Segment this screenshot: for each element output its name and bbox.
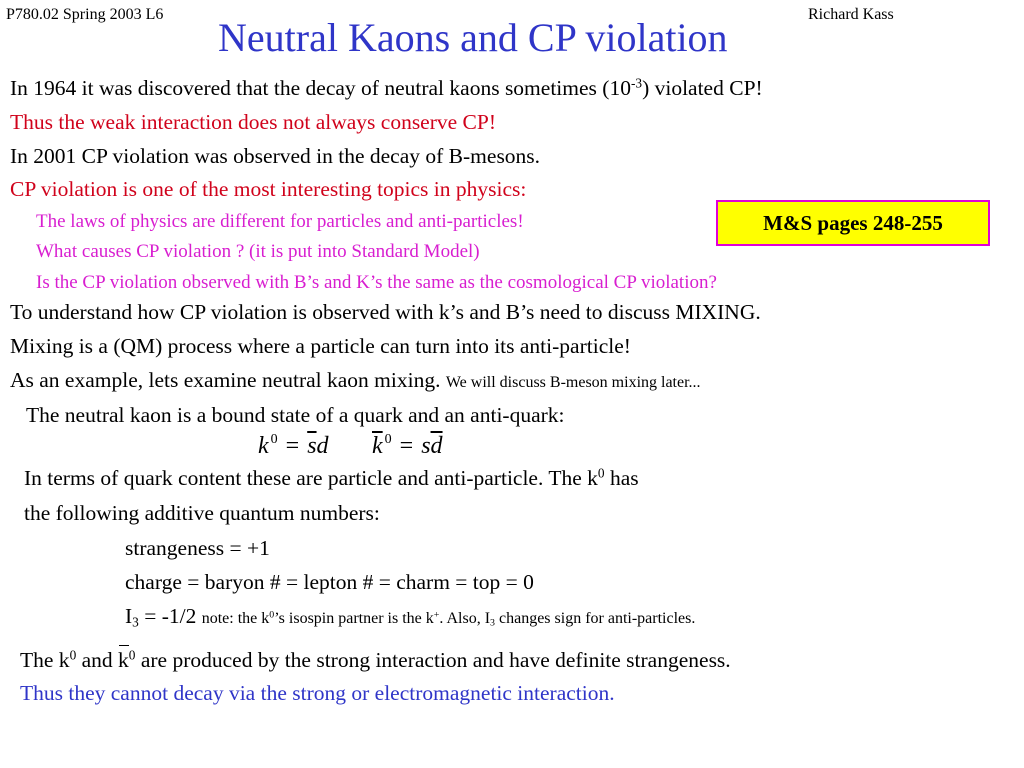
isospin-line: $I_3 = -1/2$ note: the $k^0’s$ isospin partner is the k+. Also, $I_3$ changes sign for anti-particles. bbox=[125, 604, 696, 630]
bound-state-text: The neutral kaon is a bound state of a quark and an anti-quark: bbox=[26, 403, 565, 427]
slide-title: Neutral Kaons and CP violation bbox=[218, 15, 728, 60]
reference-box bbox=[716, 200, 990, 246]
reference-text: M&S pages 248-255 bbox=[763, 210, 943, 235]
mixing-line-2: Mixing is a (QM) process where a particle can turn into its anti-particle! bbox=[10, 334, 631, 358]
intro-line-3: In 2001 CP violation was observed in the decay of B-mesons. bbox=[10, 144, 541, 168]
conclusion-line-1: The $k^0$ and $k^0$ are produced by the strong interaction and have definite strangeness. bbox=[20, 647, 731, 672]
quantum-line-1: In terms of quark content these are particle and anti-particle. The $k^0$ has bbox=[24, 465, 639, 490]
topic-item: What causes CP violation ? (it is put into Standard Model) bbox=[36, 241, 480, 262]
topic-item: The laws of physics are different for particles and anti-particles! bbox=[36, 211, 524, 232]
conclusion-line-2: Thus they cannot decay via the strong or electromagnetic interaction. bbox=[20, 681, 615, 705]
isospin-note: note: the $k^0’s$ isospin partner is the k+. Also, $I_3$ changes sign for anti-particles. bbox=[201, 609, 696, 629]
antikaon-equation: $\overline{k}$ $^0 = s\overline{d}$ bbox=[372, 432, 443, 459]
intro-line-1: In 1964 it was discovered that the decay of neutral kaons sometimes $(10^{-3})$ violated CP! bbox=[10, 75, 763, 100]
strangeness-value: strangeness = +1 bbox=[125, 536, 270, 560]
mixing-line-1: To understand how CP violation is observed with k’s and B’s need to discuss MIXING. bbox=[10, 300, 761, 324]
quantum-line-2: the following additive quantum numbers: bbox=[24, 501, 380, 525]
mixing-line-3: As an example, lets examine neutral kaon mixing. We will discuss B-meson mixing later... bbox=[10, 368, 701, 392]
topic-item: Is the CP violation observed with B’s and K’s the same as the cosmological CP violation? bbox=[36, 272, 717, 293]
course-header: P780.02 Spring 2003 L6 bbox=[6, 6, 164, 23]
intro-line-2: Thus the weak interaction does not always conserve CP! bbox=[10, 110, 497, 134]
kaon-equation: k $^0 = \overline{s}d$ bbox=[258, 432, 329, 459]
author-header: Richard Kass bbox=[808, 6, 894, 23]
intro-line-4: CP violation is one of the most interesting topics in physics: bbox=[10, 177, 527, 201]
charge-values: charge = baryon # = lepton # = charm = top = 0 bbox=[125, 570, 534, 594]
